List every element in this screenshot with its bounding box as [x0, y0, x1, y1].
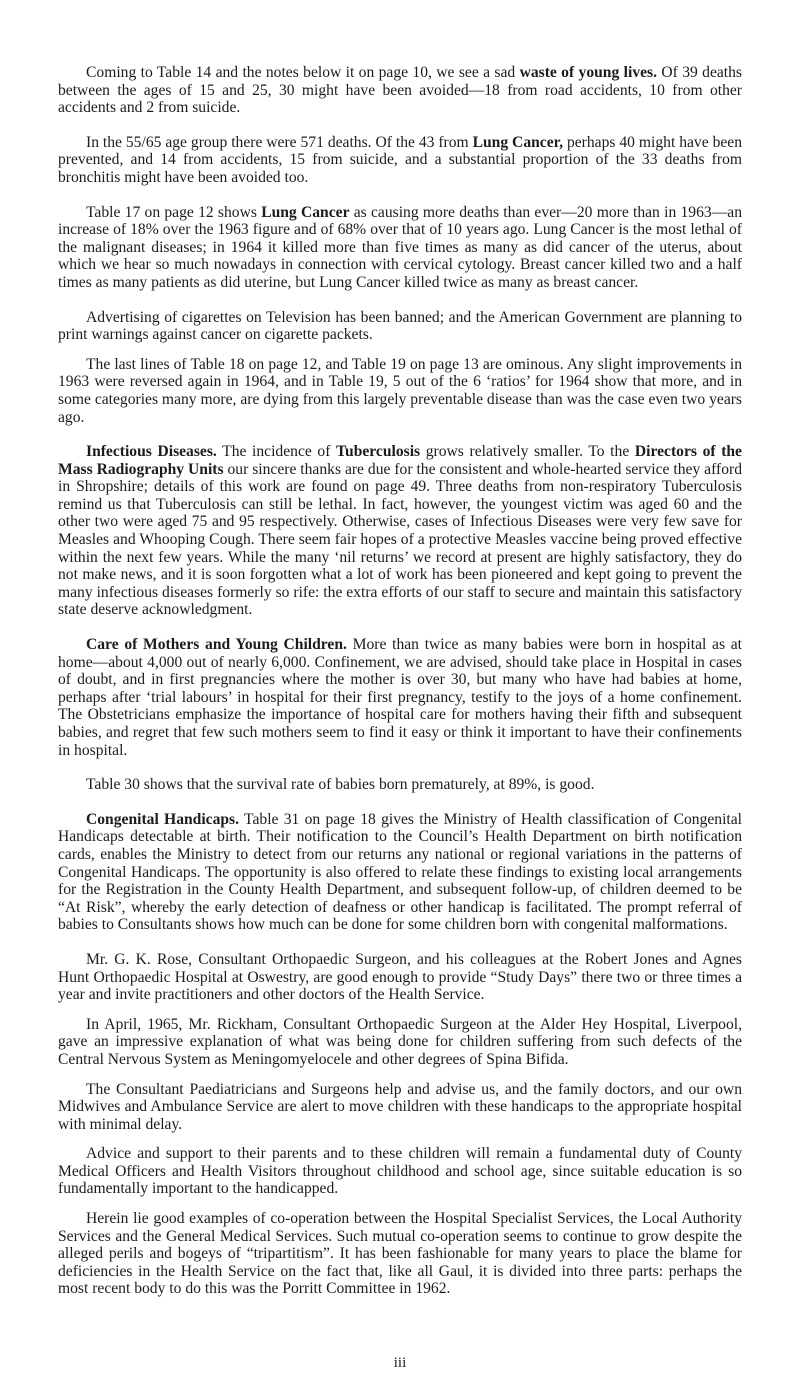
paragraph-text: In the 55/65 age group there were 571 deaths. Of the 43 from [86, 133, 473, 151]
paragraph [58, 134, 742, 187]
paragraph-text: Table 17 on page 12 shows [86, 203, 262, 221]
paragraph-text: Advice and support to their parents and to these children will remain a fundamental duty of County Medical Officers and Health Visitors throughout childhood and school age, since suitable education is so fundamentally important to the handicapped. [58, 1145, 742, 1198]
bold-heading-text: Lung Cancer [261, 203, 350, 221]
paragraph-text: Of 39 deaths between the ages of 15 and 25, 30 might have been avoided—18 from road accidents, 10 from other accidents and 2 from suicide. [58, 64, 742, 117]
paragraph-text: The last lines of Table 18 on page 12, and Table 19 on page 13 are ominous. Any slight improvements in 1963 were reversed again in 1964, and in Table 19, 5 out of the 6 ‘ratios’ for 1964 show that more, and in some categories many more, are dying from this largely preventable disease than was the case even two years ago. [58, 355, 742, 426]
paragraph-text: In April, 1965, Mr. Rickham, Consultant Orthopaedic Surgeon at the Alder Hey Hospital, Liverpool, gave an impressive explanation of what was being done for children suffering from such defects of the Central Nervous System as Meningomyelocele and other degrees of Spina Bifida. [58, 1015, 742, 1068]
bold-heading-text: Lung Cancer, [472, 133, 564, 151]
page-number: iii [393, 1355, 407, 1371]
bold-heading-text: Congenital Handicaps. [86, 810, 240, 828]
paragraph-text: Coming to Table 14 and the notes below it on page 10, we see a sad [86, 64, 520, 81]
paragraph-text: Table 30 shows that the survival rate of babies born prematurely, at 89%, is good. [86, 776, 595, 794]
paragraph [58, 776, 742, 794]
paragraph [58, 811, 742, 934]
paragraph [58, 636, 742, 759]
paragraph-text: Table 31 on page 18 gives the Ministry of Health classification of Congenital Handicaps detectable at birth. Their notification to the Council’s Health Department on birth notification cards, enables the Ministry to detect from our returns any national or regional variations in the patterns of Congenital Handicaps. The opportunity is also offered to relate these findings to existing local arrangements for the Registration in the County Health Department, and subsequent follow-up, of children deemed to be “At Risk”, whereby the early detection of deafness or other handicap is facilitated. The prompt referral of babies to Consultants shows how much can be done for some children born with congenital malformations. [58, 810, 743, 934]
bold-heading-text: Directors of the Mass Radiography Units [58, 443, 742, 478]
paragraph [58, 951, 742, 1004]
bold-heading-text: waste of young lives. [519, 64, 657, 81]
paragraph-text: Advertising of cigarettes on Television has been banned; and the American Government are planning to print warnings against cancer on cigarette packets. [58, 308, 742, 344]
paragraph-text: our sincere thanks are due for the consistent and whole-hearted service they afford in Shropshire; details of this work are found on page 49. Three deaths from non-respiratory Tuberculosis remind us that Tuberculosis can still be lethal. In fact, however, the youngest victim was aged 60 and the other two were aged 75 and 95 respectively. Otherwise, cases of Infectious Diseases were very few save for Measles and Whooping Cough. There seem fair hopes of a protective Measles vaccine being proved effective within the next few years. While the many ‘nil returns’ we record at present are highly satisfactory, they do not make news, and it is soon forgotten what a lot of work has been pioneered and kept going to prevent the many infectious diseases formerly so rife: the extra efforts of our staff to secure and maintain this satisfactory state deserve acknowledgment. [58, 460, 742, 619]
paragraph-text: as causing more deaths than ever—20 more than in 1963—an increase of 18% over the 1963 figure and of 68% over that of 10 years ago. Lung Cancer is the most lethal of the malignant diseases; in 1964 it killed more than five times as many as did cancer of the uterus, about which we hear so much nowadays in connection with cervical cytology. Breast cancer killed two and a half times as many patients as did uterine, but Lung Cancer killed twice as many as breast cancer. [58, 203, 742, 291]
paragraph [58, 1016, 742, 1069]
paragraph [58, 1145, 742, 1198]
paragraph [58, 443, 742, 619]
paragraph-text: The Consultant Paediatricians and Surgeons help and advise us, and the family doctors, and our own Midwives and Ambulance Service are alert to move children with these handicaps to the appropriate hospital with minimal delay. [58, 1080, 742, 1133]
paragraph-text: Herein lie good examples of co-operation between the Hospital Specialist Services, the Local Authority Services and the General Medical Services. Such mutual co-operation seems to continue to grow despite the alleged perils and bogeys of “tripartitism”. It has been fashionable for many years to place the blame for deficiencies in the Health Service on the fact that, like all Gaul, it is divided into three parts: perhaps the most recent body to do this was the Porritt Committee in 1962. [58, 1210, 742, 1298]
bold-heading-text: Infectious Diseases. [86, 443, 217, 461]
paragraph-text: Mr. G. K. Rose, Consultant Orthopaedic Surgeon, and his colleagues at the Robert Jones and Agnes Hunt Orthopaedic Hospital at Oswestry, are good enough to provide “Study Days” there two or three times a year and invite practitioners and other doctors of the Health Service. [58, 950, 742, 1004]
paragraph [58, 1210, 742, 1298]
paragraph [58, 204, 742, 292]
paragraph-text: The incidence of [216, 443, 337, 461]
paragraph-text: grows relatively smaller. To the [420, 443, 635, 461]
paragraph [58, 356, 742, 426]
paragraph-text: More than twice as many babies were born in hospital as at home—about 4,000 out of nearly 6,000. Confinement, we are advised, should take place in Hospital in cases of doubt, and in first pregnancies where the mother is over 30, but many who have had babies at home, perhaps after ‘trial labours’ in hospital for their first pregnancy, testify to the joys of a home confinement. The Obstetricians emphasize the importance of hospital care for mothers having their fifth and subsequent babies, and regret that few such mothers seem to find it easy or think it important to have their confinements in hospital. [58, 636, 742, 759]
bold-heading-text: Care of Mothers and Young Children. [86, 636, 347, 654]
paragraph [58, 64, 742, 117]
paragraph [58, 1081, 742, 1134]
paragraph-text: perhaps 40 might have been prevented, and 14 from accidents, 15 from suicide, and a substantial proportion of the 33 deaths from bronchitis might have been avoided too. [58, 133, 742, 186]
bold-heading-text: Tuberculosis [336, 443, 421, 461]
document-body [58, 64, 742, 1315]
paragraph [58, 309, 742, 344]
